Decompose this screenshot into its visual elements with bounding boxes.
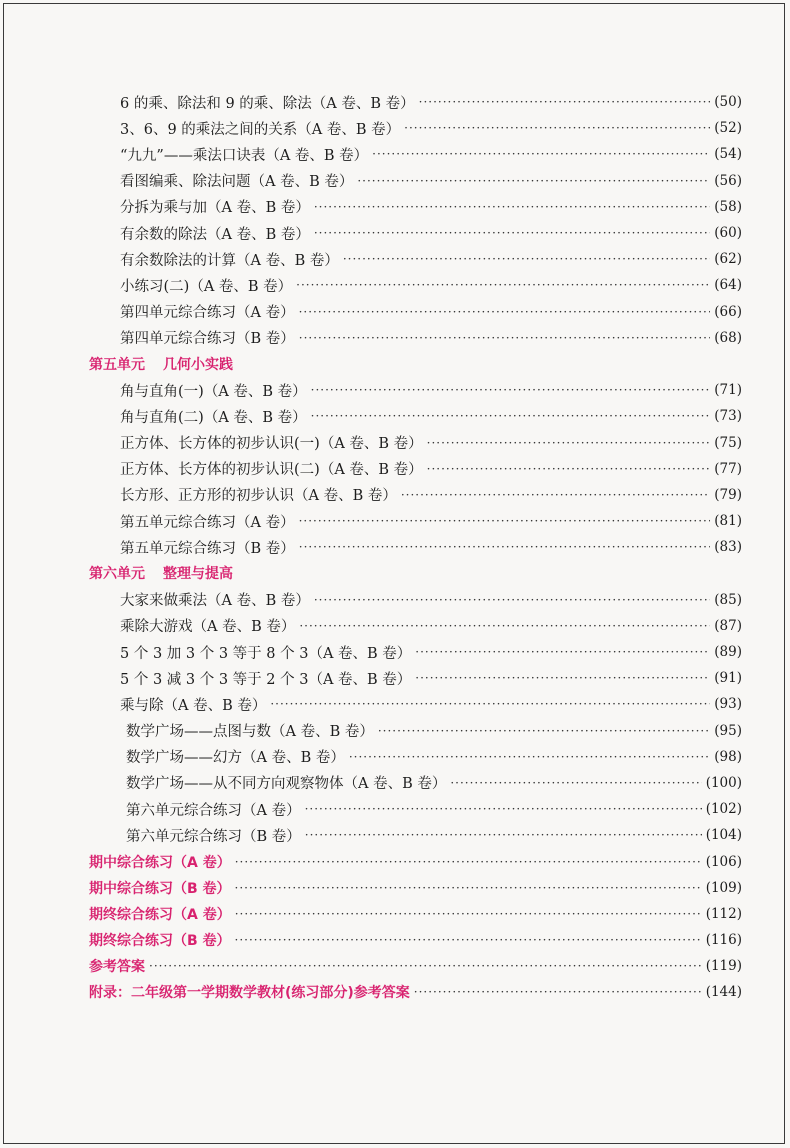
dot-leader [296, 279, 710, 291]
entry-title: 数学广场——从不同方向观察物体（A 卷、B 卷） [126, 776, 447, 793]
dot-leader [299, 541, 711, 553]
entry-page: (89) [714, 644, 742, 661]
toc-entry[interactable] [0, 534, 790, 560]
entry-title: 第五单元综合练习（B 卷） [120, 540, 295, 557]
dot-leader [311, 410, 711, 422]
toc-entry[interactable] [0, 403, 790, 429]
dot-leader [299, 515, 711, 527]
toc-entry-appendix[interactable] [0, 979, 790, 1005]
dot-leader [450, 777, 701, 789]
dot-leader [314, 227, 710, 239]
entry-title: 有余数除法的计算（A 卷、B 卷） [120, 252, 339, 269]
dot-leader [314, 201, 710, 213]
entry-title: 参考答案 [89, 959, 145, 976]
dot-leader [357, 175, 710, 187]
entry-page: (144) [705, 984, 742, 1001]
dot-leader [343, 253, 710, 265]
entry-title: 期终综合练习（A 卷） [89, 906, 231, 923]
dot-leader [372, 148, 710, 160]
toc-entry[interactable] [0, 822, 790, 848]
dot-leader [415, 672, 710, 684]
entry-page: (93) [714, 696, 742, 713]
entry-page: (71) [714, 382, 742, 399]
entry-title: 正方体、长方体的初步认识(一)（A 卷、B 卷） [120, 436, 423, 453]
dot-leader [270, 698, 710, 710]
entry-page: (62) [714, 251, 742, 268]
toc-entry-answers[interactable] [0, 953, 790, 979]
section-label [89, 354, 233, 374]
entry-page: (73) [714, 408, 742, 425]
dot-leader [299, 306, 711, 318]
entry-page: (109) [705, 879, 742, 896]
toc-entry[interactable] [0, 770, 790, 796]
entry-page: (58) [714, 198, 742, 215]
dot-leader [314, 594, 710, 606]
toc-entry[interactable] [0, 115, 790, 141]
entry-title: 乘与除（A 卷、B 卷） [120, 697, 267, 714]
toc-entry[interactable] [0, 325, 790, 351]
entry-page: (79) [714, 486, 742, 503]
unit-number: 第六单元 [89, 566, 145, 583]
entry-title: 看图编乘、除法问题（A 卷、B 卷） [120, 174, 354, 191]
entry-page: (68) [714, 329, 742, 346]
entry-title: 第四单元综合练习（B 卷） [120, 331, 295, 348]
entry-page: (95) [714, 722, 742, 739]
entry-title: 数学广场——幻方（A 卷、B 卷） [126, 750, 345, 767]
toc-entry[interactable] [0, 665, 790, 691]
dot-leader [414, 986, 702, 998]
dot-leader [419, 96, 711, 108]
toc-entry[interactable] [0, 718, 790, 744]
toc-entry-final-b[interactable] [0, 927, 790, 953]
dot-leader [305, 803, 702, 815]
entry-title: 角与直角(一)（A 卷、B 卷） [120, 383, 307, 400]
section-label [89, 563, 233, 583]
entry-page: (64) [714, 277, 742, 294]
entry-page: (83) [714, 539, 742, 556]
dot-leader [235, 856, 702, 868]
entry-title: 第四单元综合练习（A 卷） [120, 305, 295, 322]
toc-entry[interactable] [0, 456, 790, 482]
entry-title: 大家来做乘法（A 卷、B 卷） [120, 593, 310, 610]
toc-entry[interactable] [0, 246, 790, 272]
entry-page: (104) [705, 827, 742, 844]
toc-entry[interactable] [0, 482, 790, 508]
entry-page: (77) [714, 460, 742, 477]
entry-page: (119) [705, 958, 742, 975]
unit-number: 第五单元 [89, 356, 145, 373]
unit-name: 整理与提高 [163, 566, 233, 583]
dot-leader [404, 122, 710, 134]
dot-leader [299, 332, 711, 344]
entry-page: (60) [714, 225, 742, 242]
entry-page: (87) [714, 617, 742, 634]
entry-title: 5 个 3 加 3 个 3 等于 8 个 3（A 卷、B 卷） [120, 645, 412, 662]
toc-entry[interactable] [0, 194, 790, 220]
entry-title: 3、6、9 的乘法之间的关系（A 卷、B 卷） [120, 121, 401, 138]
toc-entry[interactable] [0, 613, 790, 639]
entry-title: 有余数的除法（A 卷、B 卷） [120, 226, 310, 243]
entry-title: 期中综合练习（A 卷） [89, 854, 231, 871]
entry-title: 长方形、正方形的初步认识（A 卷、B 卷） [120, 488, 397, 505]
dot-leader [349, 751, 710, 763]
toc-entry[interactable] [0, 220, 790, 246]
entry-title: 6 的乘、除法和 9 的乘、除法（A 卷、B 卷） [120, 95, 415, 112]
entry-page: (91) [714, 670, 742, 687]
dot-leader [299, 620, 710, 632]
dot-leader [149, 960, 702, 972]
entry-title: 期终综合练习（B 卷） [89, 933, 231, 950]
entry-title: 附录：二年级第一学期数学教材(练习部分)参考答案 [89, 985, 410, 1002]
entry-title: “九九”——乘法口诀表（A 卷、B 卷） [120, 147, 369, 164]
entry-page: (102) [705, 801, 742, 818]
section-heading-unit6[interactable] [0, 560, 790, 586]
entry-page: (106) [705, 853, 742, 870]
entry-title: 乘除大游戏（A 卷、B 卷） [120, 619, 296, 636]
dot-leader [311, 384, 711, 396]
dot-leader [401, 489, 710, 501]
entry-title: 第六单元综合练习（A 卷） [126, 802, 301, 819]
dot-leader [305, 829, 702, 841]
entry-title: 正方体、长方体的初步认识(二)（A 卷、B 卷） [120, 462, 423, 479]
entry-page: (52) [714, 120, 742, 137]
entry-page: (112) [705, 905, 742, 922]
toc-entry[interactable] [0, 89, 790, 115]
entry-page: (56) [714, 172, 742, 189]
entry-title: 角与直角(二)（A 卷、B 卷） [120, 409, 307, 426]
toc-entry[interactable] [0, 744, 790, 770]
toc-entry[interactable] [0, 587, 790, 613]
toc-entry[interactable] [0, 141, 790, 167]
dot-leader [235, 934, 702, 946]
entry-page: (85) [714, 591, 742, 608]
entry-page: (81) [714, 513, 742, 530]
entry-title: 数学广场——点图与数（A 卷、B 卷） [126, 724, 374, 741]
toc-entry-midterm-a[interactable] [0, 848, 790, 874]
entry-page: (50) [714, 94, 742, 111]
toc-entry[interactable] [0, 796, 790, 822]
entry-page: (54) [714, 146, 742, 163]
dot-leader [427, 437, 711, 449]
entry-page: (98) [714, 748, 742, 765]
toc-entry[interactable] [0, 377, 790, 403]
toc-entry-final-a[interactable] [0, 901, 790, 927]
entry-title: 小练习(二)（A 卷、B 卷） [120, 278, 293, 295]
table-of-contents [0, 89, 790, 1006]
entry-page: (100) [705, 774, 742, 791]
toc-entry[interactable] [0, 429, 790, 455]
entry-title: 分拆为乘与加（A 卷、B 卷） [120, 200, 310, 217]
entry-title: 第五单元综合练习（A 卷） [120, 514, 295, 531]
entry-title: 第六单元综合练习（B 卷） [126, 828, 301, 845]
entry-page: (66) [714, 303, 742, 320]
entry-title: 5 个 3 减 3 个 3 等于 2 个 3（A 卷、B 卷） [120, 671, 412, 688]
toc-entry-midterm-b[interactable] [0, 875, 790, 901]
dot-leader [235, 882, 702, 894]
toc-entry[interactable] [0, 299, 790, 325]
dot-leader [378, 725, 710, 737]
entry-page: (116) [705, 932, 742, 949]
dot-leader [235, 908, 702, 920]
toc-entry[interactable] [0, 168, 790, 194]
section-heading-unit5[interactable] [0, 351, 790, 377]
unit-name: 几何小实践 [163, 356, 233, 373]
entry-page: (75) [714, 434, 742, 451]
dot-leader [427, 463, 711, 475]
entry-title: 期中综合练习（B 卷） [89, 880, 231, 897]
dot-leader [415, 646, 710, 658]
toc-entry[interactable] [0, 508, 790, 534]
toc-entry[interactable] [0, 272, 790, 298]
toc-entry[interactable] [0, 691, 790, 717]
toc-entry[interactable] [0, 639, 790, 665]
